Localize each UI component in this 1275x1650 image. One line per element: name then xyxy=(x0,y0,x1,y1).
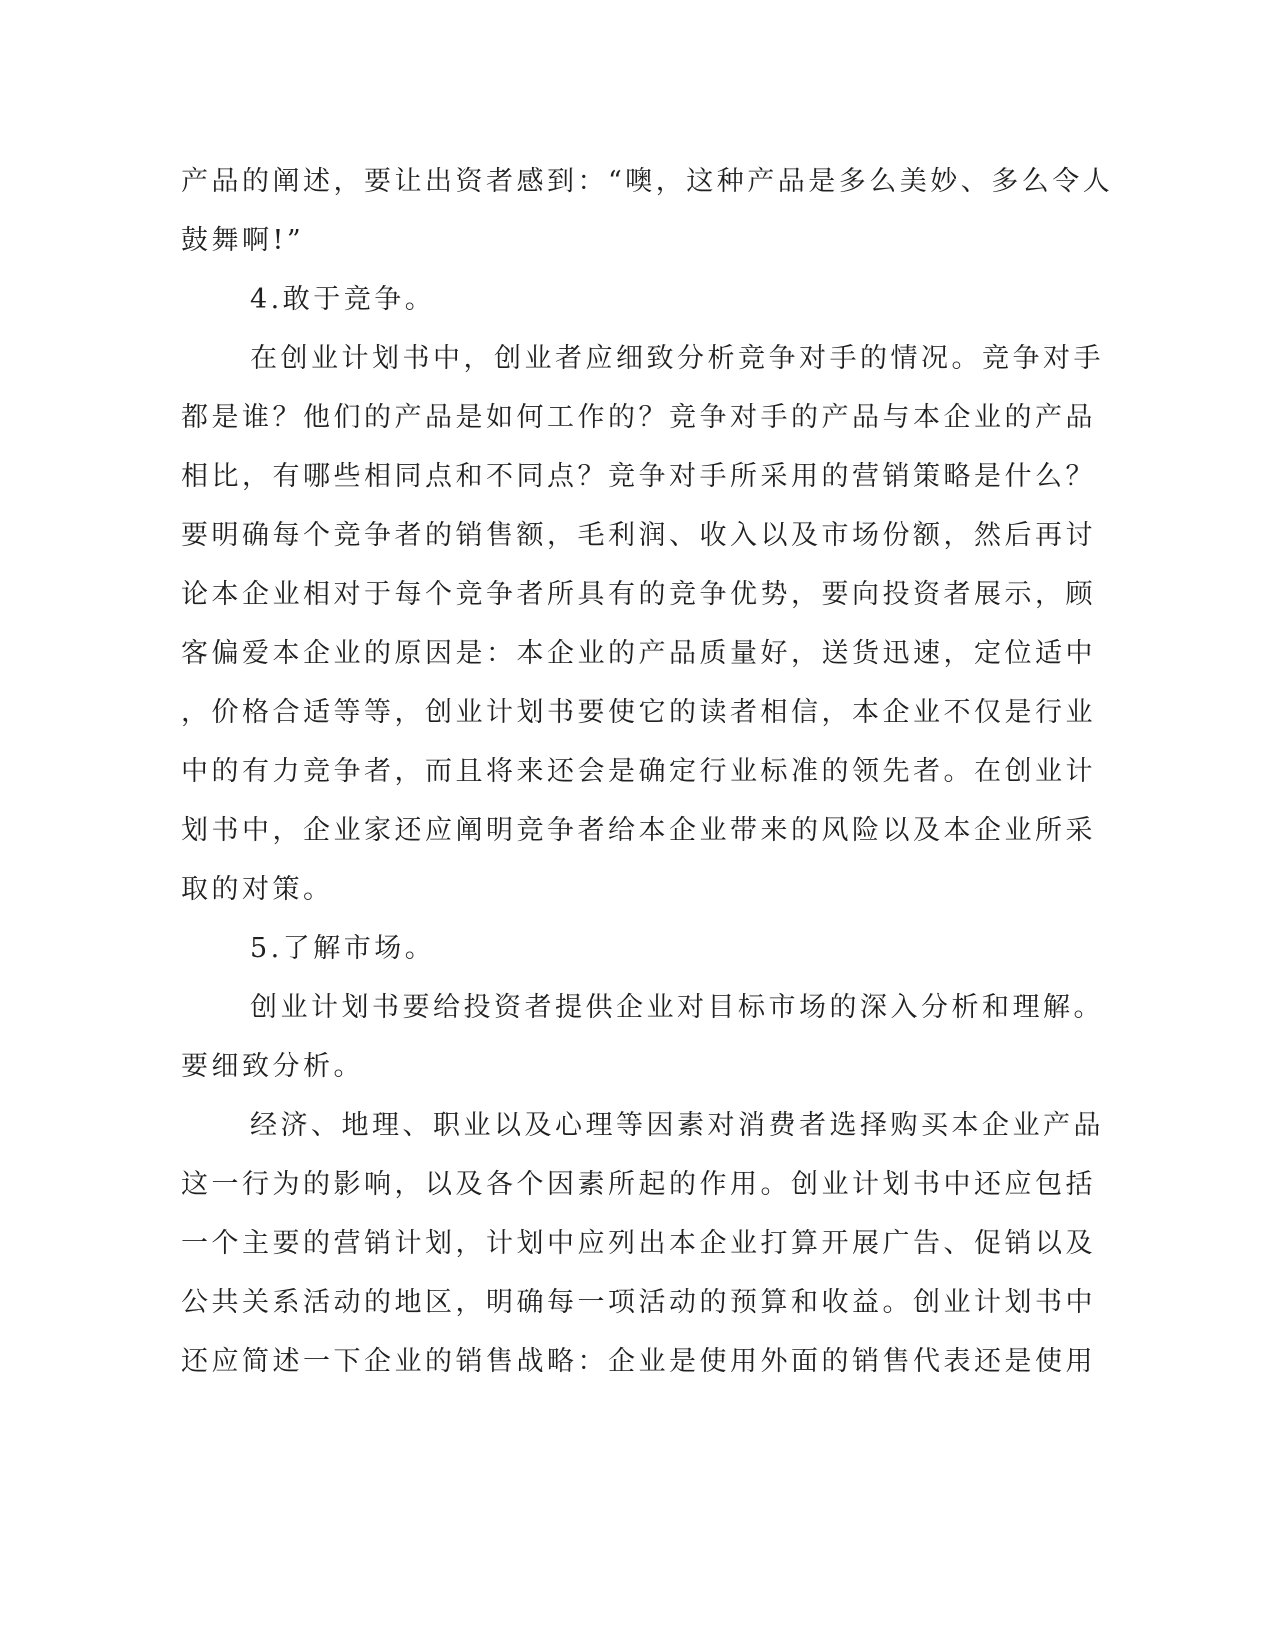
paragraph-line: 要明确每个竞争者的销售额，毛利润、收入以及市场份额，然后再讨 xyxy=(181,520,1096,551)
section-heading: 4.敢于竞争。 xyxy=(250,284,436,315)
paragraph-line: 相比，有哪些相同点和不同点？竞争对手所采用的营销策略是什么？ xyxy=(181,461,1096,492)
paragraph-line: 要细致分析。 xyxy=(181,1051,364,1082)
paragraph-line: 中的有力竞争者，而且将来还会是确定行业标准的领先者。在创业计 xyxy=(181,756,1096,787)
paragraph-line: 客偏爱本企业的原因是：本企业的产品质量好，送货迅速，定位适中 xyxy=(181,638,1096,669)
paragraph-line: 产品的阐述，要让出资者感到：“噢，这种产品是多么美妙、多么令人 xyxy=(181,166,1114,197)
paragraph-line: 一个主要的营销计划，计划中应列出本企业打算开展广告、促销以及 xyxy=(181,1228,1096,1259)
paragraph-line: 论本企业相对于每个竞争者所具有的竞争优势，要向投资者展示，顾 xyxy=(181,579,1096,610)
paragraph-line: 经济、地理、职业以及心理等因素对消费者选择购买本企业产品 xyxy=(250,1110,1104,1141)
paragraph-line: 鼓舞啊!” xyxy=(181,225,305,256)
paragraph-line: 公共关系活动的地区，明确每一项活动的预算和收益。创业计划书中 xyxy=(181,1287,1096,1318)
paragraph-line: 都是谁？他们的产品是如何工作的？竞争对手的产品与本企业的产品 xyxy=(181,402,1096,433)
section-heading: 5.了解市场。 xyxy=(250,933,436,964)
paragraph-line: 划书中，企业家还应阐明竞争者给本企业带来的风险以及本企业所采 xyxy=(181,815,1096,846)
paragraph-line: 这一行为的影响，以及各个因素所起的作用。创业计划书中还应包括 xyxy=(181,1169,1096,1200)
paragraph-line: 创业计划书要给投资者提供企业对目标市场的深入分析和理解。 xyxy=(250,992,1104,1023)
paragraph-line: 取的对策。 xyxy=(181,874,334,905)
paragraph-line: 在创业计划书中，创业者应细致分析竞争对手的情况。竞争对手 xyxy=(250,343,1104,374)
paragraph-line: ，价格合适等等，创业计划书要使它的读者相信，本企业不仅是行业 xyxy=(181,697,1096,728)
paragraph-line: 还应简述一下企业的销售战略：企业是使用外面的销售代表还是使用 xyxy=(181,1346,1096,1377)
